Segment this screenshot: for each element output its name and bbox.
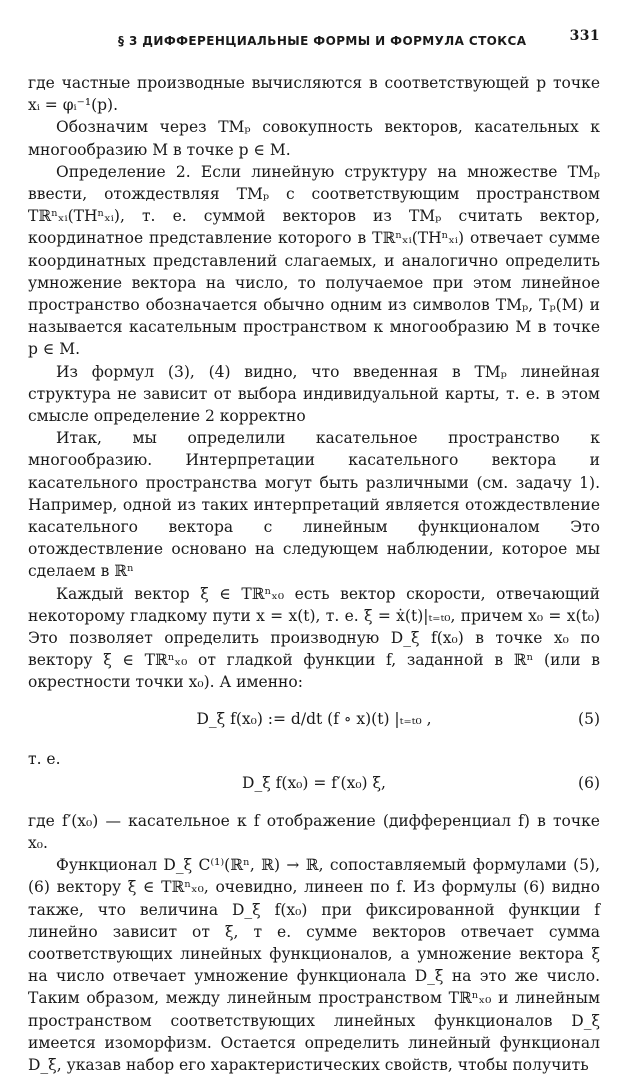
paragraph-partial-derivatives: где частные производные вычисляются в соответствующей p точке xᵢ = φᵢ⁻¹(p). (28, 74, 600, 115)
paragraph-tmp-notation: Обозначим через TMₚ совокупность векторов, касательных к многообразию M в точке p ∈ M. (28, 118, 600, 159)
formula-6-expression: D_ξ f(x₀) = f′(x₀) ξ, (242, 773, 386, 792)
te-label: т. е. (28, 749, 61, 768)
formula-6-number: (6) (578, 773, 600, 792)
formula-6 (28, 766, 600, 810)
section-title: § 3 ДИФФЕРЕНЦИАЛЬНЫЕ ФОРМЫ И ФОРМУЛА СТОКСА (118, 34, 527, 48)
formula-5-number: (5) (578, 709, 600, 728)
paragraph-definition-2: Определение 2. Если линейную структуру на множестве TMₚ ввести, отождествляя TMₚ с соответствующим пространством Tℝⁿₓᵢ(THⁿₓᵢ), т. е. суммой векторов из TMₚ считать вектор, координатное представление которого в Tℝⁿₓᵢ(THⁿₓᵢ) отвечает сумме координатных представлений слагаемых, и аналогично определить умножение вектора на число, то получаемое при этом линейное пространство обозначается обычно одним из символов TMₚ, Tₚ(M) и называется касательным пространством к многообразию M в точке p ∈ M. (28, 162, 600, 359)
formula-5-expression: D_ξ f(x₀) := d/dt (f ∘ x)(t) |ₜ₌ₜ₀ , (196, 709, 432, 728)
page-body (28, 72, 600, 1076)
page-number: 331 (569, 28, 600, 44)
running-header (28, 28, 600, 58)
paragraph-functional: Функционал D_ξ C⁽¹⁾(ℝⁿ, ℝ) → ℝ, сопоставляемый формулами (5), (6) вектору ξ ∈ Tℝⁿₓ₀, очевидно, линеен по f. Из формулы (6) видно также, что величина D_ξ f(x₀) при фиксированной функции f линейно зависит от ξ, т е. сумме векторов отвечает сумма соответствующих линейных функционалов, а умножение вектора ξ на число отвечает умножение функционала D_ξ на это же число. Таким образом, между линейным пространством Tℝⁿₓ₀ и линейным пространством соответствующих линейных функционалов D_ξ имеется изоморфизм. Остается определить линейный функционал D_ξ, указав набор его характеристических свойств, чтобы получить (28, 856, 600, 1074)
paragraph-differential: где f′(x₀) — касательное к f отображение (дифференциал f) в точке x₀. (28, 811, 600, 852)
formula-5 (28, 694, 600, 748)
paragraph-formulas-3-4: Из формул (3), (4) видно, что введенная в TMₚ линейная структура не зависит от выбора индивидуальной карты, т. е. в этом смысле определение 2 корректно (28, 362, 600, 426)
paragraph-interpretations: Итак, мы определили касательное пространство к многообразию. Интерпретации касательного вектора и касательного пространства могут быть различными (см. задачу 1). Например, одной из таких интерпретаций является отождествление касательного вектора с линейным функционалом Это отождествление основано на следующем наблюдении, которое мы сделаем в ℝⁿ (28, 429, 600, 581)
paragraph-velocity-vector: Каждый вектор ξ ∈ Tℝⁿₓ₀ есть вектор скорости, отвечающий некоторому гладкому пути x = x(t), т. е. ξ = ẋ(t)|ₜ₌ₜ₀, причем x₀ = x(t₀) Это позволяет определить производную D_ξ f(x₀) в точке x₀ по вектору ξ ∈ Tℝⁿₓ₀ от гладкой функции f, заданной в ℝⁿ (или в окрестности точки x₀). А именно: (28, 584, 600, 692)
